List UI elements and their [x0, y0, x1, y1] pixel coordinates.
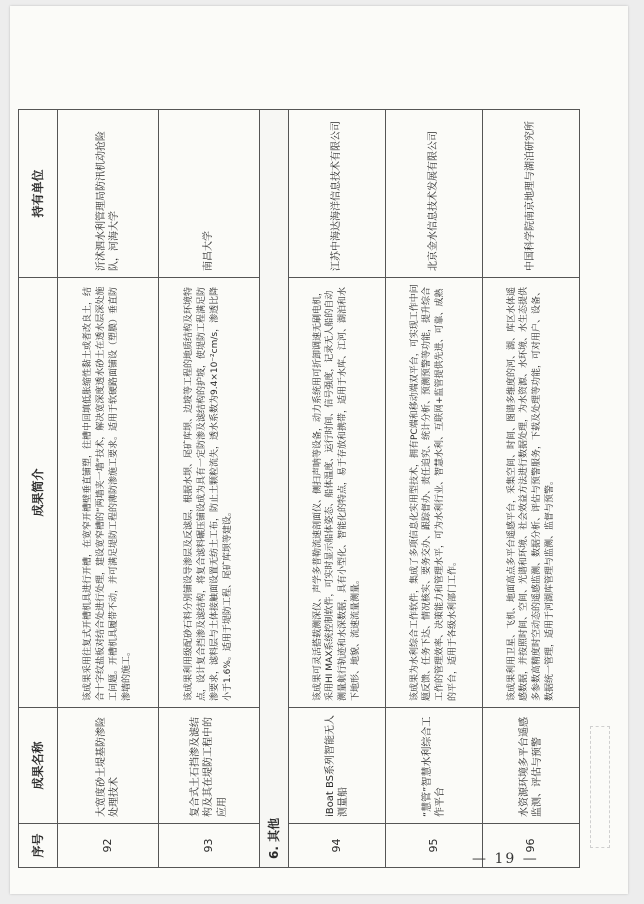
- rotated-table-container: [18, 110, 555, 868]
- row-intro: 该成果利用级配砂石料分别铺设导渗层及反滤层，根据水坝、尾矿库坝、边坡等工程的地质结构及环境特点，设计复合挡渗及滤结构，将复合滤料碾压铺设成为具有一定防渗及滤结构的护坡，使堤防工程满足防渗要求，滤料层与土体接触面设置无纺土工布，防止土颗粒流失，透水系数为9.4×10⁻²cm/s，渗透比降小于1.6%。适用于堤防工程、尾矿库坝等建设。: [159, 278, 260, 708]
- table-header-row: [19, 110, 58, 868]
- faint-stamp-mark: [590, 726, 610, 848]
- row-name: 大宽度砂土堤基防渗险处理技术: [58, 708, 159, 824]
- row-num: 94: [289, 824, 386, 868]
- row-intro: 该成果采用往复式开槽机具进行开槽，在宽窄开槽壁垂直铺塑，往槽中回填低胀缩性黏土或者改良土，结合十字纹盐板对结合处进行处理，建设宽窄槽的“两墙夹一墙”技术，解决宽深度透水砂土在透水层深处施工问题。开槽机具履带不动，并可满足堤防工程的薄防渗施工要求。适用于软硬路面铺设（塑膜）垂直防渗墙的施工。: [58, 278, 159, 708]
- document-page: [10, 6, 628, 894]
- row-num: 92: [58, 824, 159, 868]
- row-intro: 该成果利用卫星、飞机、地面高点多平台遥感平台，采集空间、时间、图谱多维度的河、湖、库区水体遥感数据，并按照时间、空间、光谱和环境、社会效益方法进行数据处理，为水资源、水环境、水生态提供多参数高精度时空动态的遥感监测、数据分析、评估与预警服务，下载及处理等功能，可对用户、设备、数据统一管理，适用于河湖库管理与监测、监督与预警。: [483, 278, 580, 708]
- row-intro: 该成果为水利综合工作软件，集成了多项信息化实用型技术，拥有PC端和移动端双平台，可实现工作中问题反馈、任务下达、情况核实、要务交办、跟踪督办、责任追究、统计分析、预测预警等功能，提升综合工作的管理效率、决策能力和管理水平，可为水利行业、智慧水利、互联网+监管提供先进、可靠、成熟的平台，适用于各级水利部门工作。: [386, 278, 483, 708]
- achievements-table: [18, 109, 580, 868]
- header-intro: 成果简介: [19, 278, 58, 708]
- row-num: 93: [159, 824, 260, 868]
- page-number: — 19 —: [472, 851, 539, 867]
- table-row: [386, 110, 483, 868]
- row-unit: 北京金水信息技术发展有限公司: [386, 110, 483, 278]
- row-num: 95: [386, 824, 483, 868]
- row-unit: 中国科学院南京地理与湖泊研究所: [483, 110, 580, 278]
- header-unit: 持有单位: [19, 110, 58, 278]
- table-row: [289, 110, 386, 868]
- row-unit: 江苏中海达海洋信息技术有限公司: [289, 110, 386, 278]
- row-name: “慧管”智慧水利综合工作平台: [386, 708, 483, 824]
- row-unit: 沂沭泗水利管理局防汛机动抢险队，河海大学: [58, 110, 159, 278]
- row-name: iBoat BS系列智能无人测量船: [289, 708, 386, 824]
- table-row: [58, 110, 159, 868]
- header-num: 序号: [19, 824, 58, 868]
- header-name: 成果名称: [19, 708, 58, 824]
- row-name: 复合式土石挡渗及滤结构及其在堤防工程中的应用: [159, 708, 260, 824]
- row-unit: 南昌大学: [159, 110, 260, 278]
- row-name: 水资源环境多平台遥感监测、评估与预警: [483, 708, 580, 824]
- table-row: [483, 110, 580, 868]
- section-row: [260, 110, 289, 868]
- section-label: 6. 其他: [260, 110, 289, 868]
- row-intro: 该成果可灵活搭载测深仪、声学多普勒流速剖面仪、侧扫声呐等设备，动力系统用可折卸调速无刷电机，采用HI MAX系统控制软件，可实时显示船体姿态、船体温度、运行时间、信号强度，记录无人船的自动测量航行轨迹和水深数据，具有小型化、智能化的特点，易于存放和携带，适用于水库、江河、湖泊和水下地形、地貌、流速流量测量。: [289, 278, 386, 708]
- table-row: [159, 110, 260, 868]
- row-num: 96: [483, 824, 580, 868]
